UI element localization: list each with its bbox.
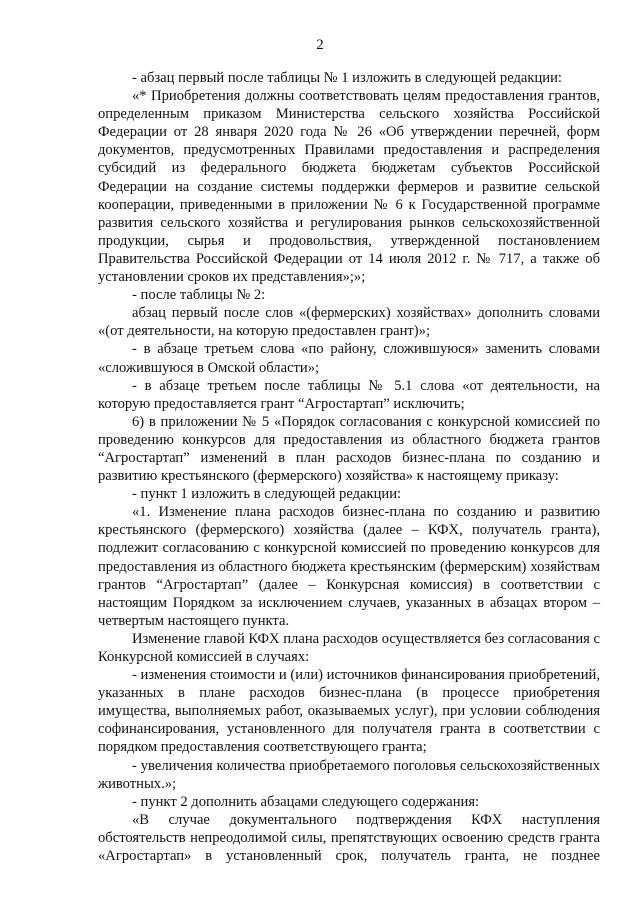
paragraph-4: абзац первый после слов «(фермерских) хозяйствах» дополнить словами «(от деятельности, на которую предоставлен грант)»; xyxy=(98,305,600,340)
document-body xyxy=(98,69,600,865)
paragraph-9: «1. Изменение плана расходов бизнес-плана по созданию и развитию крестьянского (фермерского) хозяйства (далее – КФХ, получатель гранта), подлежит согласованию с конкурсной комиссией по проведению конкурсов для предоставления из областного бюджета крестьянским (фермерским) хозяйствам грантов “Агростартап” (далее – Конкурсная комиссия) в соответствии с настоящим Порядком за исключением случаев, указанных в абзацах втором – четвертым настоящего пункта. xyxy=(98,504,600,629)
paragraph-2: «* Приобретения должны соответствовать целям предоставления грантов, определенным приказом Министерства сельского хозяйства Российской Федерации от 28 января 2020 года № 26 «Об утверждении перечней, форм документов, предусмотренных Правилами предоставления и распределения субсидий из федерального бюджета бюджетам субъектов Российской Федерации на создание системы поддержки фермеров и развитие сельской кооперации, приведенными в приложении № 6 к Государственной программе развития сельского хозяйства и регулирования рынков сельскохозяйственной продукции, сырья и продовольствия, утвержденной постановлением Правительства Российской Федерации от 14 июля 2012 г. № 717, а также об установлении сроков их представления»;»; xyxy=(98,88,600,286)
paragraph-5: - в абзаце третьем слова «по району, сложившуюся» заменить словами «сложившуюся в Омской области»; xyxy=(98,341,600,376)
paragraph-1: - абзац первый после таблицы № 1 изложить в следующей редакции: xyxy=(132,70,562,86)
paragraph-12: - увеличения количества приобретаемого поголовья сельскохозяйственных животных.»; xyxy=(98,757,600,792)
paragraph-8: - пункт 1 изложить в следующей редакции: xyxy=(132,486,402,503)
paragraph-10: Изменение главой КФХ плана расходов осуществляется без согласования с Конкурсной комиссией в случаях: xyxy=(98,630,600,665)
paragraph-14: «В случае документального подтверждения КФХ наступления обстоятельств непреодолимой силы, препятствующих освоению средств гранта «Агростартап» в установленный срок, получатель гранта, не позднее xyxy=(98,811,600,865)
paragraph-7: 6) в приложении № 5 «Порядок согласования с конкурсной комиссией по проведению конкурсов для предоставления из областного бюджета грантов “Агростартап” изменений в план расходов бизнес-плана по созданию и развитию крестьянского (фермерского) хозяйства» к настоящему приказу: xyxy=(98,413,600,485)
paragraph-11: - изменения стоимости и (или) источников финансирования приобретений, указанных в плане расходов бизнес-плана (в процессе приобретения имущества, выполняемых работ, оказываемых услуг), при условии соблюдения софинансирования, установленного для получателя гранта в соответствии с порядком предоставления соответствующего гранта; xyxy=(98,667,600,756)
page-number: 2 xyxy=(316,37,324,53)
paragraph-13: - пункт 2 дополнить абзацами следующего содержания: xyxy=(132,793,480,810)
paragraph-6: - в абзаце третьем после таблицы № 5.1 слова «от деятельности, на которую предоставляется грант “Агростартап” исключить; xyxy=(98,377,600,412)
paragraph-3: - после таблицы № 2: xyxy=(132,287,266,304)
